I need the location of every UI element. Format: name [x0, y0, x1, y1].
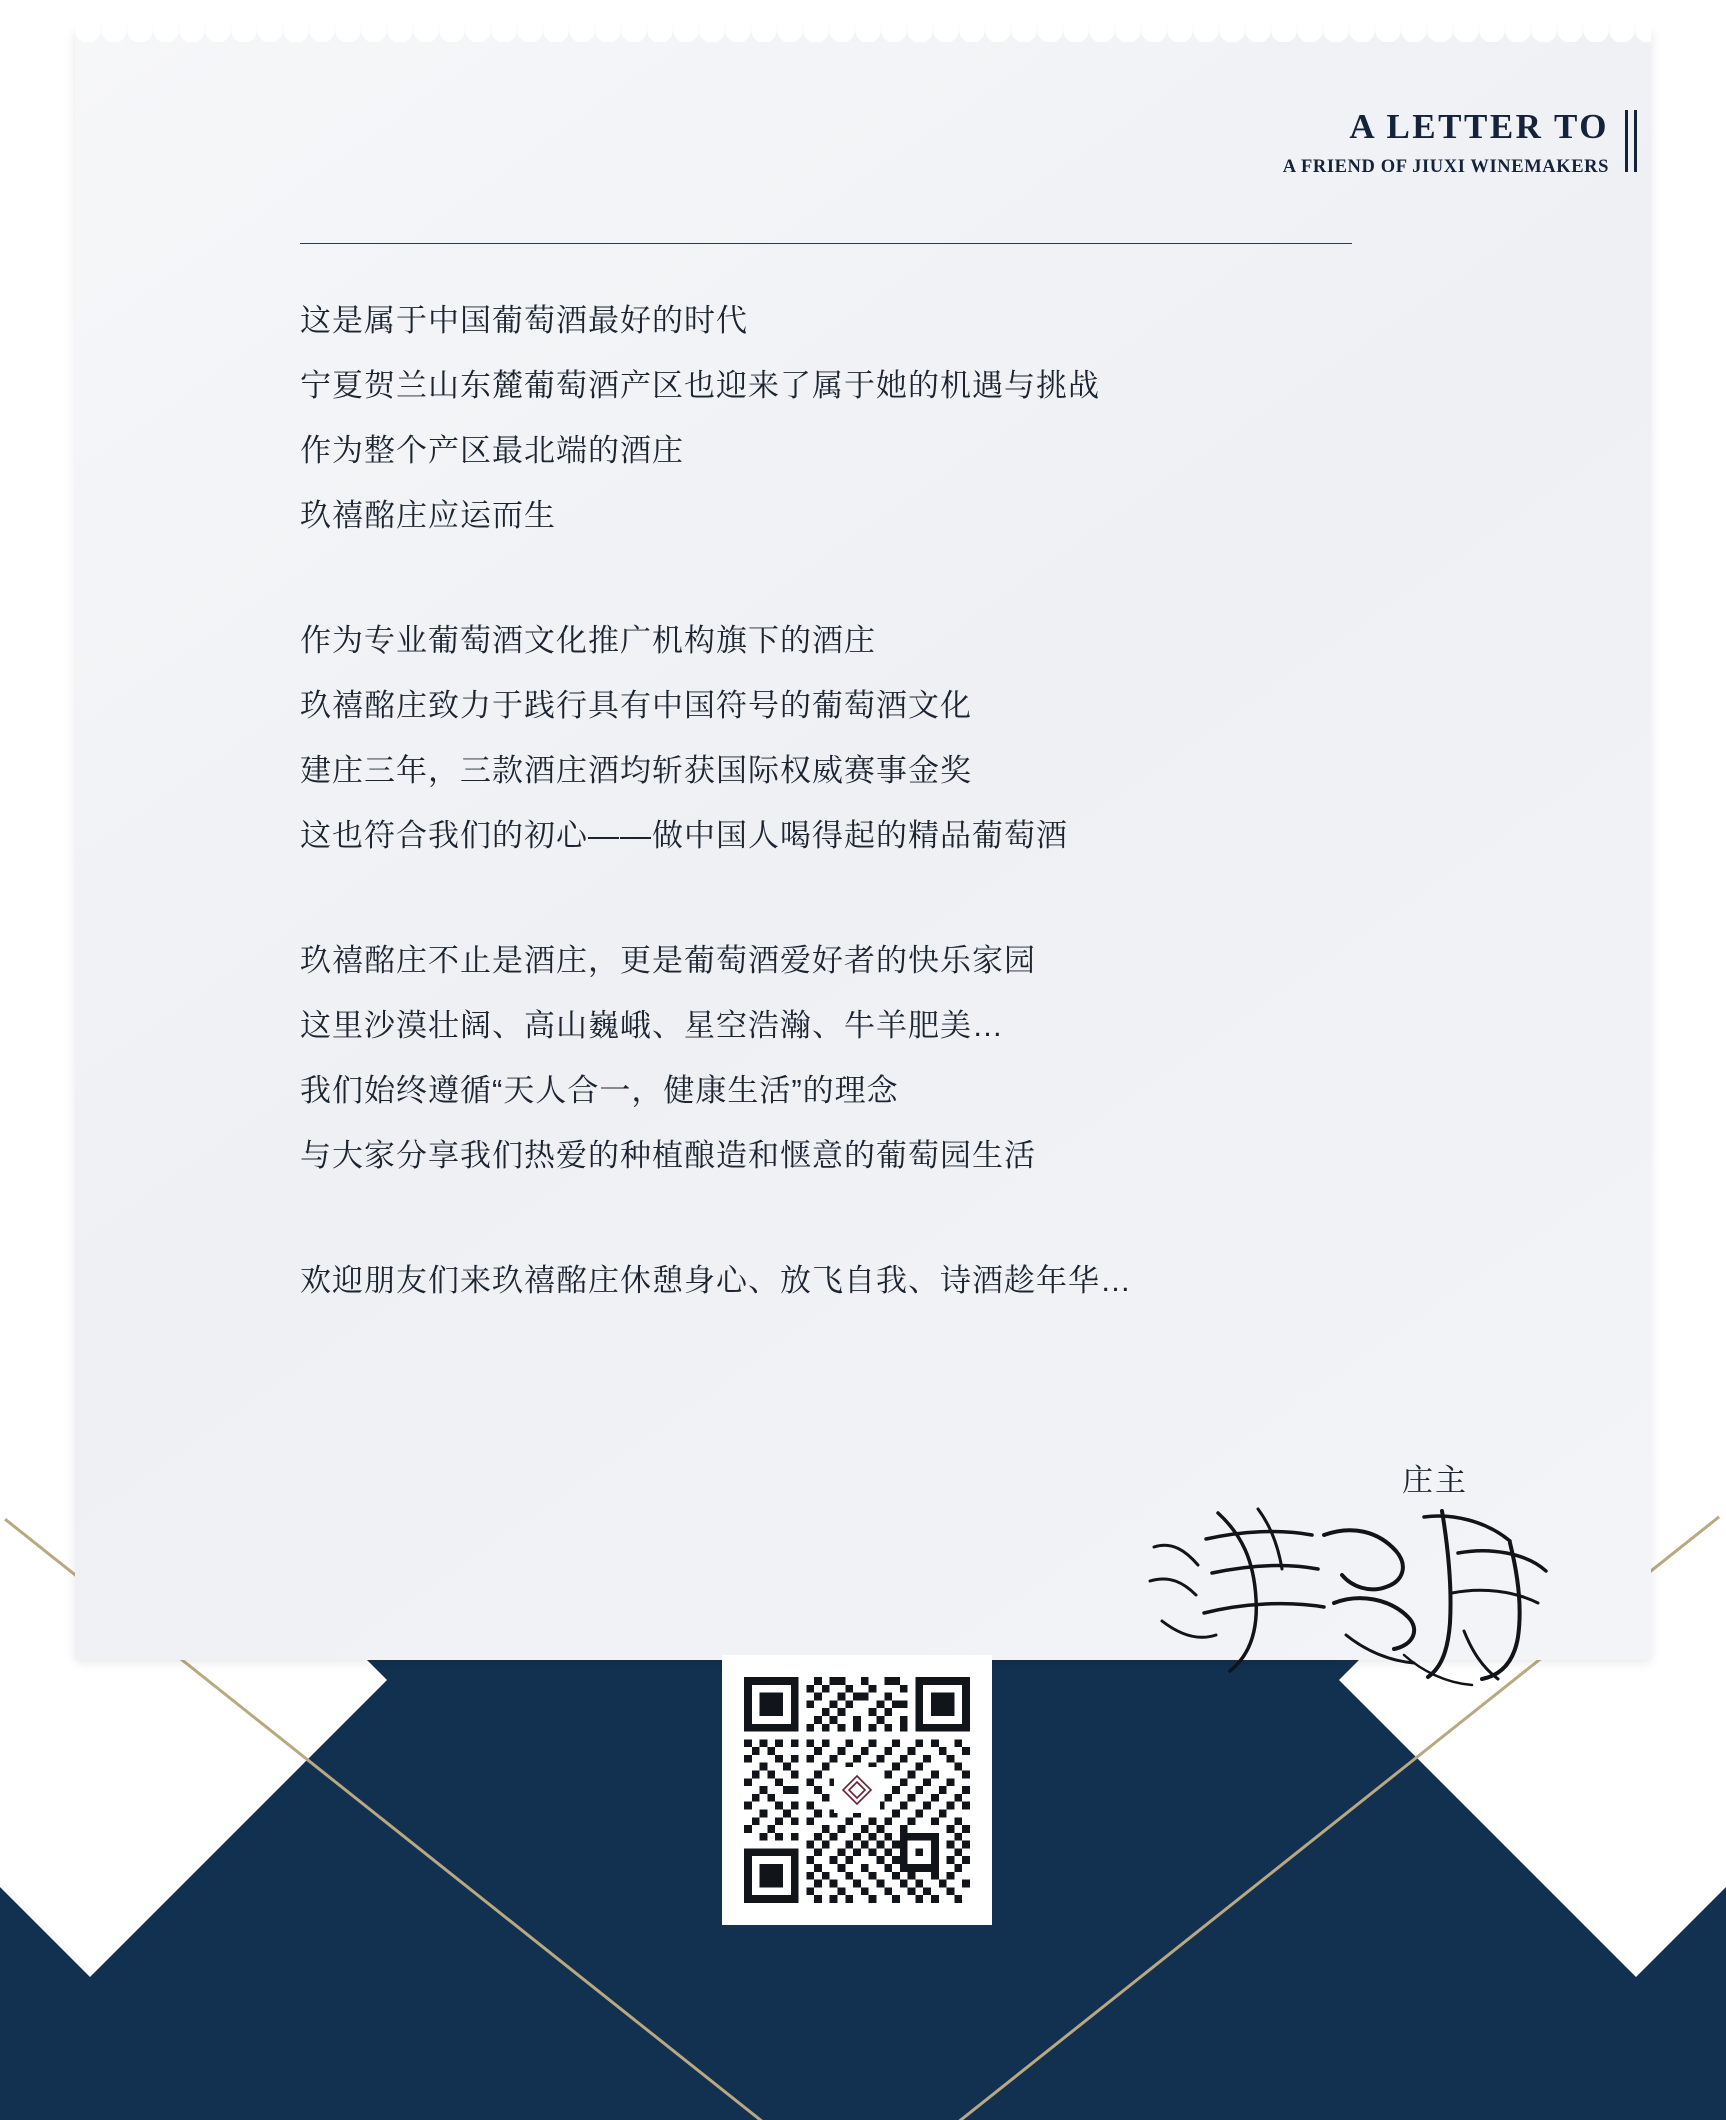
body-line: 欢迎朋友们来玖禧酩庄休憩身心、放飞自我、诗酒趁年华…	[300, 1263, 1132, 1298]
body-line: 这里沙漠壮阔、高山巍峨、星空浩瀚、牛羊肥美…	[300, 1008, 1004, 1043]
body-line: 作为专业葡萄酒文化推广机构旗下的酒庄	[300, 623, 876, 658]
body-line: 作为整个产区最北端的酒庄	[300, 433, 684, 468]
body-line: 玖禧酩庄应运而生	[300, 498, 556, 533]
body-line: 玖禧酩庄不止是酒庄，更是葡萄酒爱好者的快乐家园	[300, 943, 1036, 978]
paragraph-1	[300, 288, 1420, 548]
qr-code[interactable]	[722, 1655, 992, 1925]
page-subtitle: A FRIEND OF JIUXI WINEMAKERS	[1282, 156, 1609, 177]
body-line: 我们始终遵循“天人合一，健康生活”的理念	[300, 1073, 899, 1108]
header-divider	[300, 243, 1352, 244]
paragraph-4	[300, 1248, 1420, 1313]
handwritten-signature	[1146, 1495, 1566, 1695]
body-line: 与大家分享我们热爱的种植酿造和惬意的葡萄园生活	[300, 1138, 1036, 1173]
double-bar-ornament-icon	[1625, 110, 1638, 172]
body-line: 这也符合我们的初心——做中国人喝得起的精品葡萄酒	[300, 818, 1068, 853]
letter-body	[300, 288, 1420, 1313]
page-title: A LETTER TO	[1349, 107, 1609, 146]
body-line: 这是属于中国葡萄酒最好的时代	[300, 303, 748, 338]
signature-label: 庄主	[1402, 1463, 1468, 1498]
body-line: 建庄三年，三款酒庄酒均斩获国际权威赛事金奖	[300, 753, 972, 788]
body-line: 玖禧酩庄致力于践行具有中国符号的葡萄酒文化	[300, 688, 972, 723]
paragraph-2	[300, 608, 1420, 868]
diamond-logo-icon	[834, 1767, 880, 1813]
body-line: 宁夏贺兰山东麓葡萄酒产区也迎来了属于她的机遇与挑战	[300, 368, 1100, 403]
paragraph-3	[300, 928, 1420, 1188]
letter-header	[1283, 105, 1638, 178]
